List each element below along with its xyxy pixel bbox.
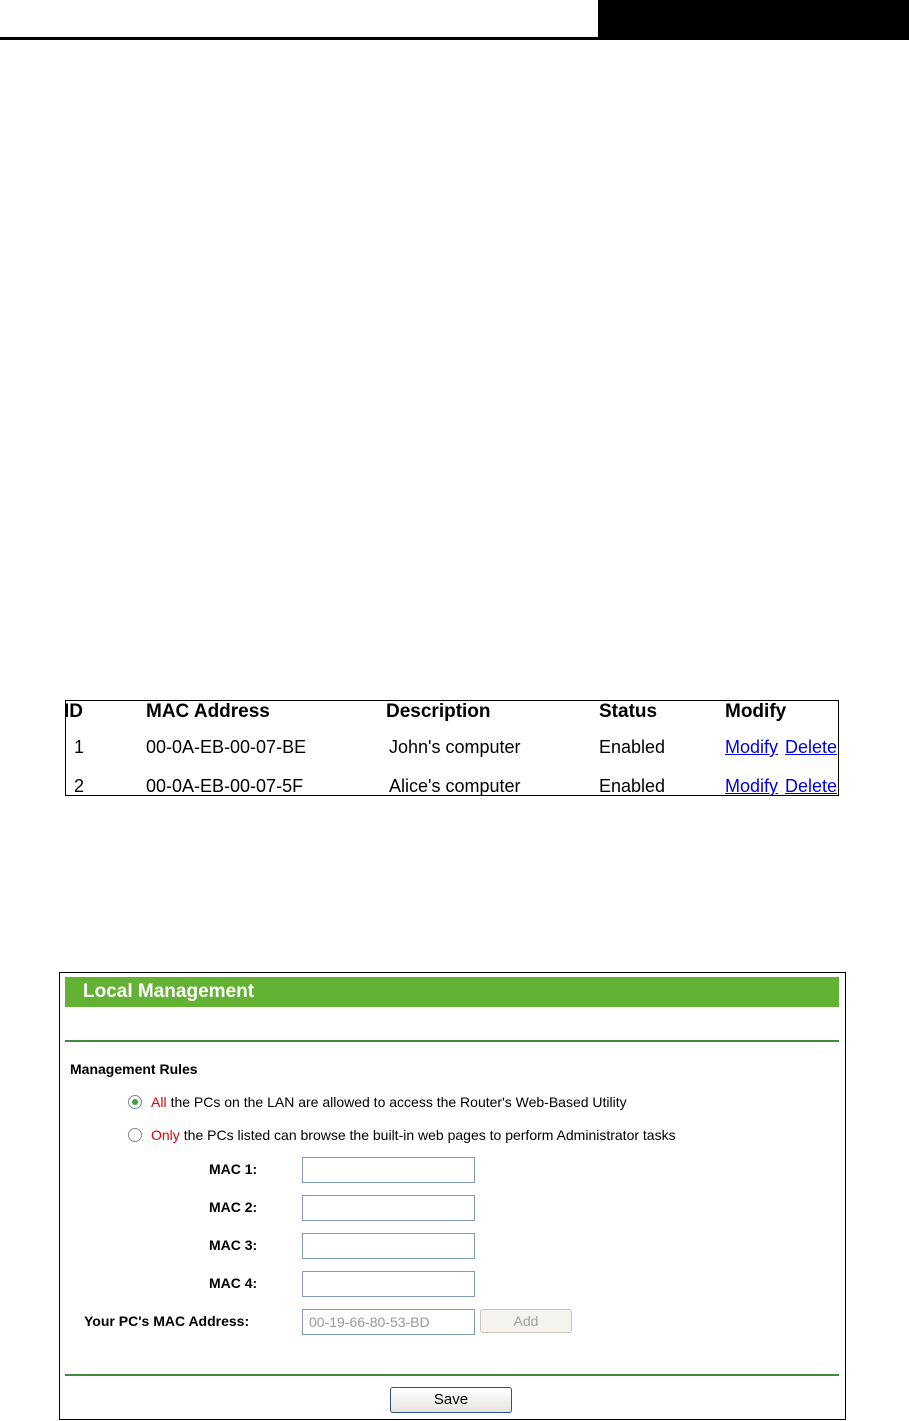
option-all-row[interactable] [128, 1094, 627, 1110]
col-header-id: ID [64, 701, 83, 722]
row1-delete-link[interactable]: Delete [785, 737, 838, 757]
col-header-status: Status [599, 701, 658, 722]
panel-title: Local Management [65, 977, 839, 1007]
option-only-keyword: Only [151, 1127, 180, 1143]
add-button[interactable]: Add [480, 1309, 572, 1333]
row2-id: 2 [74, 776, 85, 796]
mac3-label: MAC 3: [209, 1237, 258, 1253]
row2-mac: 00-0A-EB-00-07-5F [146, 776, 304, 796]
radio-only[interactable] [128, 1128, 142, 1142]
row1-mac: 00-0A-EB-00-07-BE [146, 737, 307, 757]
option-only-row[interactable] [128, 1127, 676, 1143]
mac2-input[interactable] [302, 1195, 475, 1221]
option-all-text: the PCs on the LAN are allowed to access the Router's Web-Based Utility [170, 1094, 627, 1110]
header-rule [0, 37, 909, 40]
mac4-label: MAC 4: [209, 1275, 258, 1291]
top-divider [65, 1040, 839, 1042]
row2-description: Alice's computer [389, 776, 521, 796]
local-management-panel [59, 972, 846, 1420]
save-button[interactable]: Save [390, 1387, 512, 1413]
your-mac-label: Your PC's MAC Address: [84, 1313, 250, 1329]
bottom-divider [65, 1374, 839, 1376]
mac3-input[interactable] [302, 1233, 475, 1259]
mac1-label: MAC 1: [209, 1161, 258, 1177]
header-gap [594, 0, 598, 38]
col-header-modify: Modify [725, 701, 787, 722]
row1-description: John's computer [389, 737, 521, 757]
option-only-text: the PCs listed can browse the built-in web pages to perform Administrator tasks [183, 1127, 676, 1143]
mac4-input[interactable] [302, 1271, 475, 1297]
row2-delete-link[interactable]: Delete [785, 776, 838, 796]
row1-id: 1 [74, 737, 85, 757]
mac-address-table [65, 700, 839, 796]
your-mac-input[interactable]: 00-19-66-80-53-BD [302, 1309, 475, 1335]
col-header-description: Description [386, 701, 491, 722]
row1-modify-link[interactable]: Modify [725, 737, 779, 757]
col-header-mac: MAC Address [146, 701, 270, 722]
section-label: Management Rules [70, 1061, 198, 1077]
row2-status: Enabled [599, 776, 666, 796]
radio-all[interactable] [128, 1095, 142, 1109]
row1-status: Enabled [599, 737, 666, 757]
mac2-label: MAC 2: [209, 1199, 258, 1215]
row2-modify-link[interactable]: Modify [725, 776, 779, 796]
header-black-block [598, 0, 909, 38]
mac1-input[interactable] [302, 1157, 475, 1183]
option-all-keyword: All [151, 1094, 167, 1110]
